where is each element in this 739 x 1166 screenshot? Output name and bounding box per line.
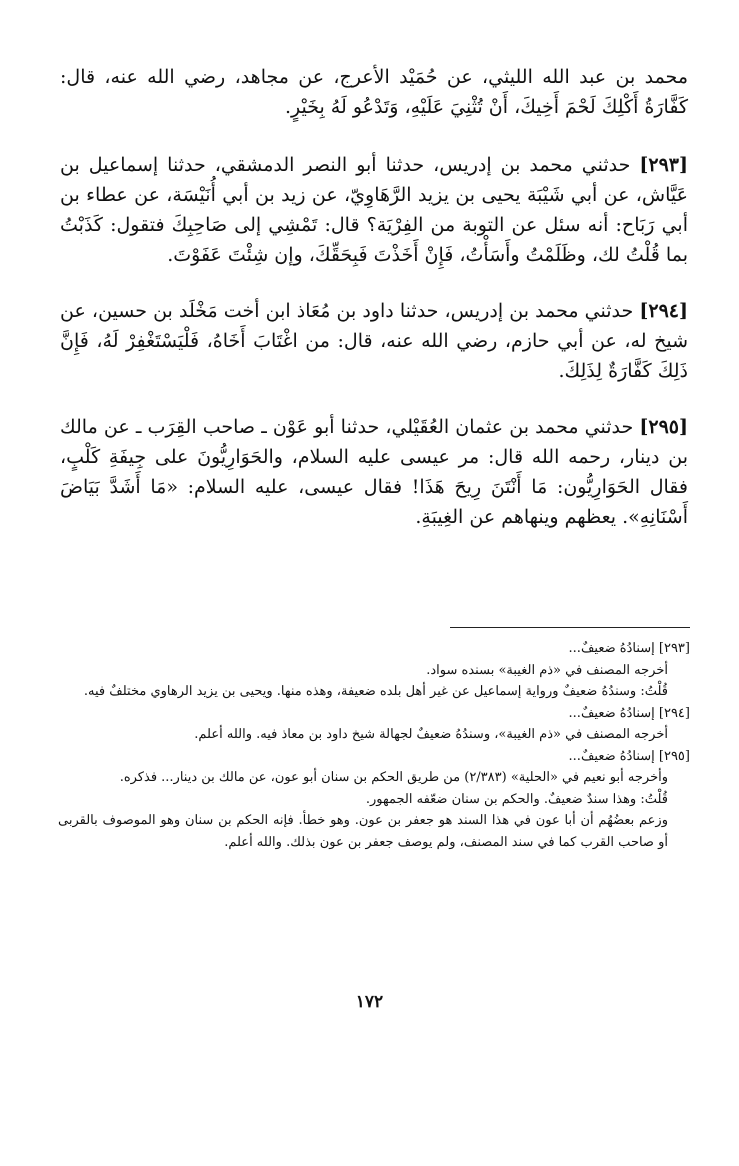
hadith-295 xyxy=(60,412,688,532)
footnote-line: [٢٩٣] إسنادُهُ ضعيفٌ... xyxy=(568,641,690,656)
footnote-line: [٢٩٤] إسنادُهُ ضعيفٌ... xyxy=(568,705,690,721)
hadith-text: حدثني محمد بن عثمان العُقَيْلي، حدثنا أبو عَوْن ـ صاحب القِرَب ـ عن مالك بن دينار، رحمه الله قال: مر عيسى عليه السلام، والحَوَارِيُّونَ على جِيفَةِ كَلْبٍ، فقال الحَوَارِيُّون: مَا أَنْتَنَ رِيحَ هَذَا! فقال عيسى، عليه السلام: «مَا أَشَدَّ بَيَاضَ أَسْنَانِهِ». يعظهم وينهاهم عن الغِيبَةِ. xyxy=(60,416,688,528)
intro-paragraph: محمد بن عبد الله الليثي، عن حُمَيْد الأعرج، عن مجاهد، رضي الله عنه، قال: كَفَّارَةُ أَكْلِكَ لَحْمَ أَخِيكَ، أَنْ تُثْنِيَ عَلَيْهِ، وَتَدْعُو لَهُ بِخَيْرٍ. xyxy=(60,66,688,118)
hadith-number: [٢٩٥] xyxy=(639,416,688,438)
footnote-line: أخرجه المصنف في «ذم الغيبة»، وسندُهُ ضعيفٌ لجهالة شيخ داود بن معاذ فيه. والله أعلم. xyxy=(194,727,668,742)
footnote-line: وزعم بعضُهُم أن أبا عون في هذا السند هو جعفر بن عون. وهو خطأ. فإنه الحكم بن سنان وهو الموصوف بالقربى أو صاحب القرب كما في سند المصنف، ولم يوصف جعفر بن عون بذلك. والله أعلم. xyxy=(58,813,668,850)
footnote-line: أخرجه المصنف في «ذم الغيبة» بسنده سواد. xyxy=(426,662,668,678)
hadith-294 xyxy=(60,296,688,386)
hadith-text: حدثني محمد بن إدريس، حدثنا أبو النصر الدمشقي، حدثنا إسماعيل بن عَيَّاش، عن أبي شَيْبَة يحيى بن يزيد الرَّهَاوِيّ، عن زيد بن أبي أُنَيْسَة، عن عطاء بن أبي رَبَاح: أنه سئل عن التوبة من الفِرْيَة؟ قال: تَمْشِي إلى صَاحِبِكَ فتقول: كَذَبْتُ بما قُلْتُ لك، وظَلَمْتُ وأَسَأْتُ، فَإِنْ أَخَذْتَ فَبِحَقِّكَ، وإن شِئْتَ عَفَوْتَ. xyxy=(60,154,688,266)
hadith-text: حدثني محمد بن إدريس، حدثنا داود بن مُعَاذ ابن أخت مَخْلَد بن حسين، عن شيخ له، عن أبي حازم، رضي الله عنه، قال: من اغْتَابَ أَخَاهُ، فَلْيَسْتَغْفِرْ لَهُ، فَإِنَّ ذَلِكَ كَفَّارَةٌ لِذَلِكَ. xyxy=(60,300,688,382)
footnote-line: [٢٩٥] إسنادُهُ ضعيفٌ... xyxy=(568,748,690,764)
hadith-number: [٢٩٤] xyxy=(639,300,688,322)
footnote-line: قُلْتُ: وهذا سندٌ ضعيفٌ. والحكم بن سنان ضعّفه الجمهور. xyxy=(365,791,668,807)
footnotes xyxy=(58,638,690,853)
main-text xyxy=(60,62,688,558)
footnote-line: وأخرجه أبو نعيم في «الحلية» (٢/٣٨٣) من طريق الحكم بن سنان أبو عون، عن مالك بن دينار... فذكره. xyxy=(119,770,668,785)
page-number: ١٧٢ xyxy=(355,992,384,1012)
hadith-number: [٢٩٣] xyxy=(639,154,688,176)
footnote-separator xyxy=(450,627,690,628)
hadith-293 xyxy=(60,150,688,270)
footnote-line: قُلْتُ: وسندُهُ ضعيفٌ ورواية إسماعيل عن غير أهل بلده ضعيفة، وهذه منها. ويحيى بن يزيد الرهاوي مختلفٌ فيه. xyxy=(83,684,668,699)
